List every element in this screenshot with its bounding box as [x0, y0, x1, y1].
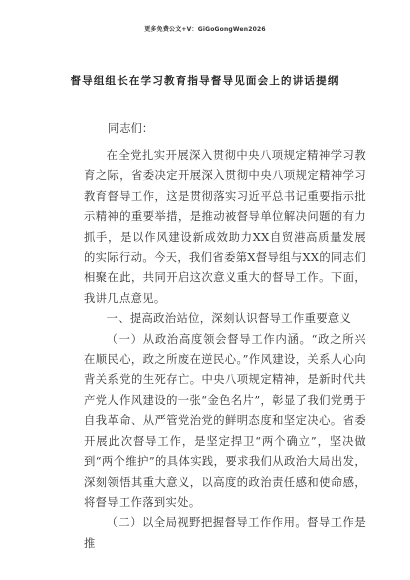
paragraph-1-2: （二）以全局视野把握督导工作作用。督导工作是推 [84, 516, 366, 550]
document-title: 督导组组长在学习教育指导督导见面会上的讲话提纲 [70, 75, 340, 87]
document-body [84, 119, 366, 554]
paragraph-intro: 在全党扎实开展深入贯彻中央八项规定精神学习教育之际，省委决定开展深入贯彻中央八项规定精神学习教育督导工作，这是贯彻落实习近平总书记重要指示批示精神的重要举措，是推动被督导单位解决问题的有力抓手，是以作风建设新成效助力XX自贸港高质量发展的实际行动。今天，我们省委第X督导组与XX的同志们相聚在此，共同开启这次意义重大的督导工作。下面，我讲几点意见。 [84, 149, 366, 305]
section-heading-1: 一、提高政治站位，深刻认识督导工作重要意义 [106, 312, 352, 326]
salutation: 同志们： [108, 122, 154, 135]
header-note: 更多免费公文+V：GiGoGongWen2026 [144, 26, 266, 33]
paragraph-1-1: （一）从政治高度领会督导工作内涵。“政之所兴在顺民心，政之所废在逆民心。”作风建设，关系人心向背关系党的生死存亡。中央八项规定精神，是新时代共产党人作风建设的一张“金色名片”，彰显了我们党勇于自我革命、从严管党治党的鲜明态度和坚定决心。省委开展此次督导工作，是坚定捍卫“两个确立”，坚决做到“两个维护”的具体实践，要求我们从政治大局出发，深刻领悟其重大意义，以高度的政治责任感和使命感，将督导工作落到实处。 [84, 332, 366, 509]
